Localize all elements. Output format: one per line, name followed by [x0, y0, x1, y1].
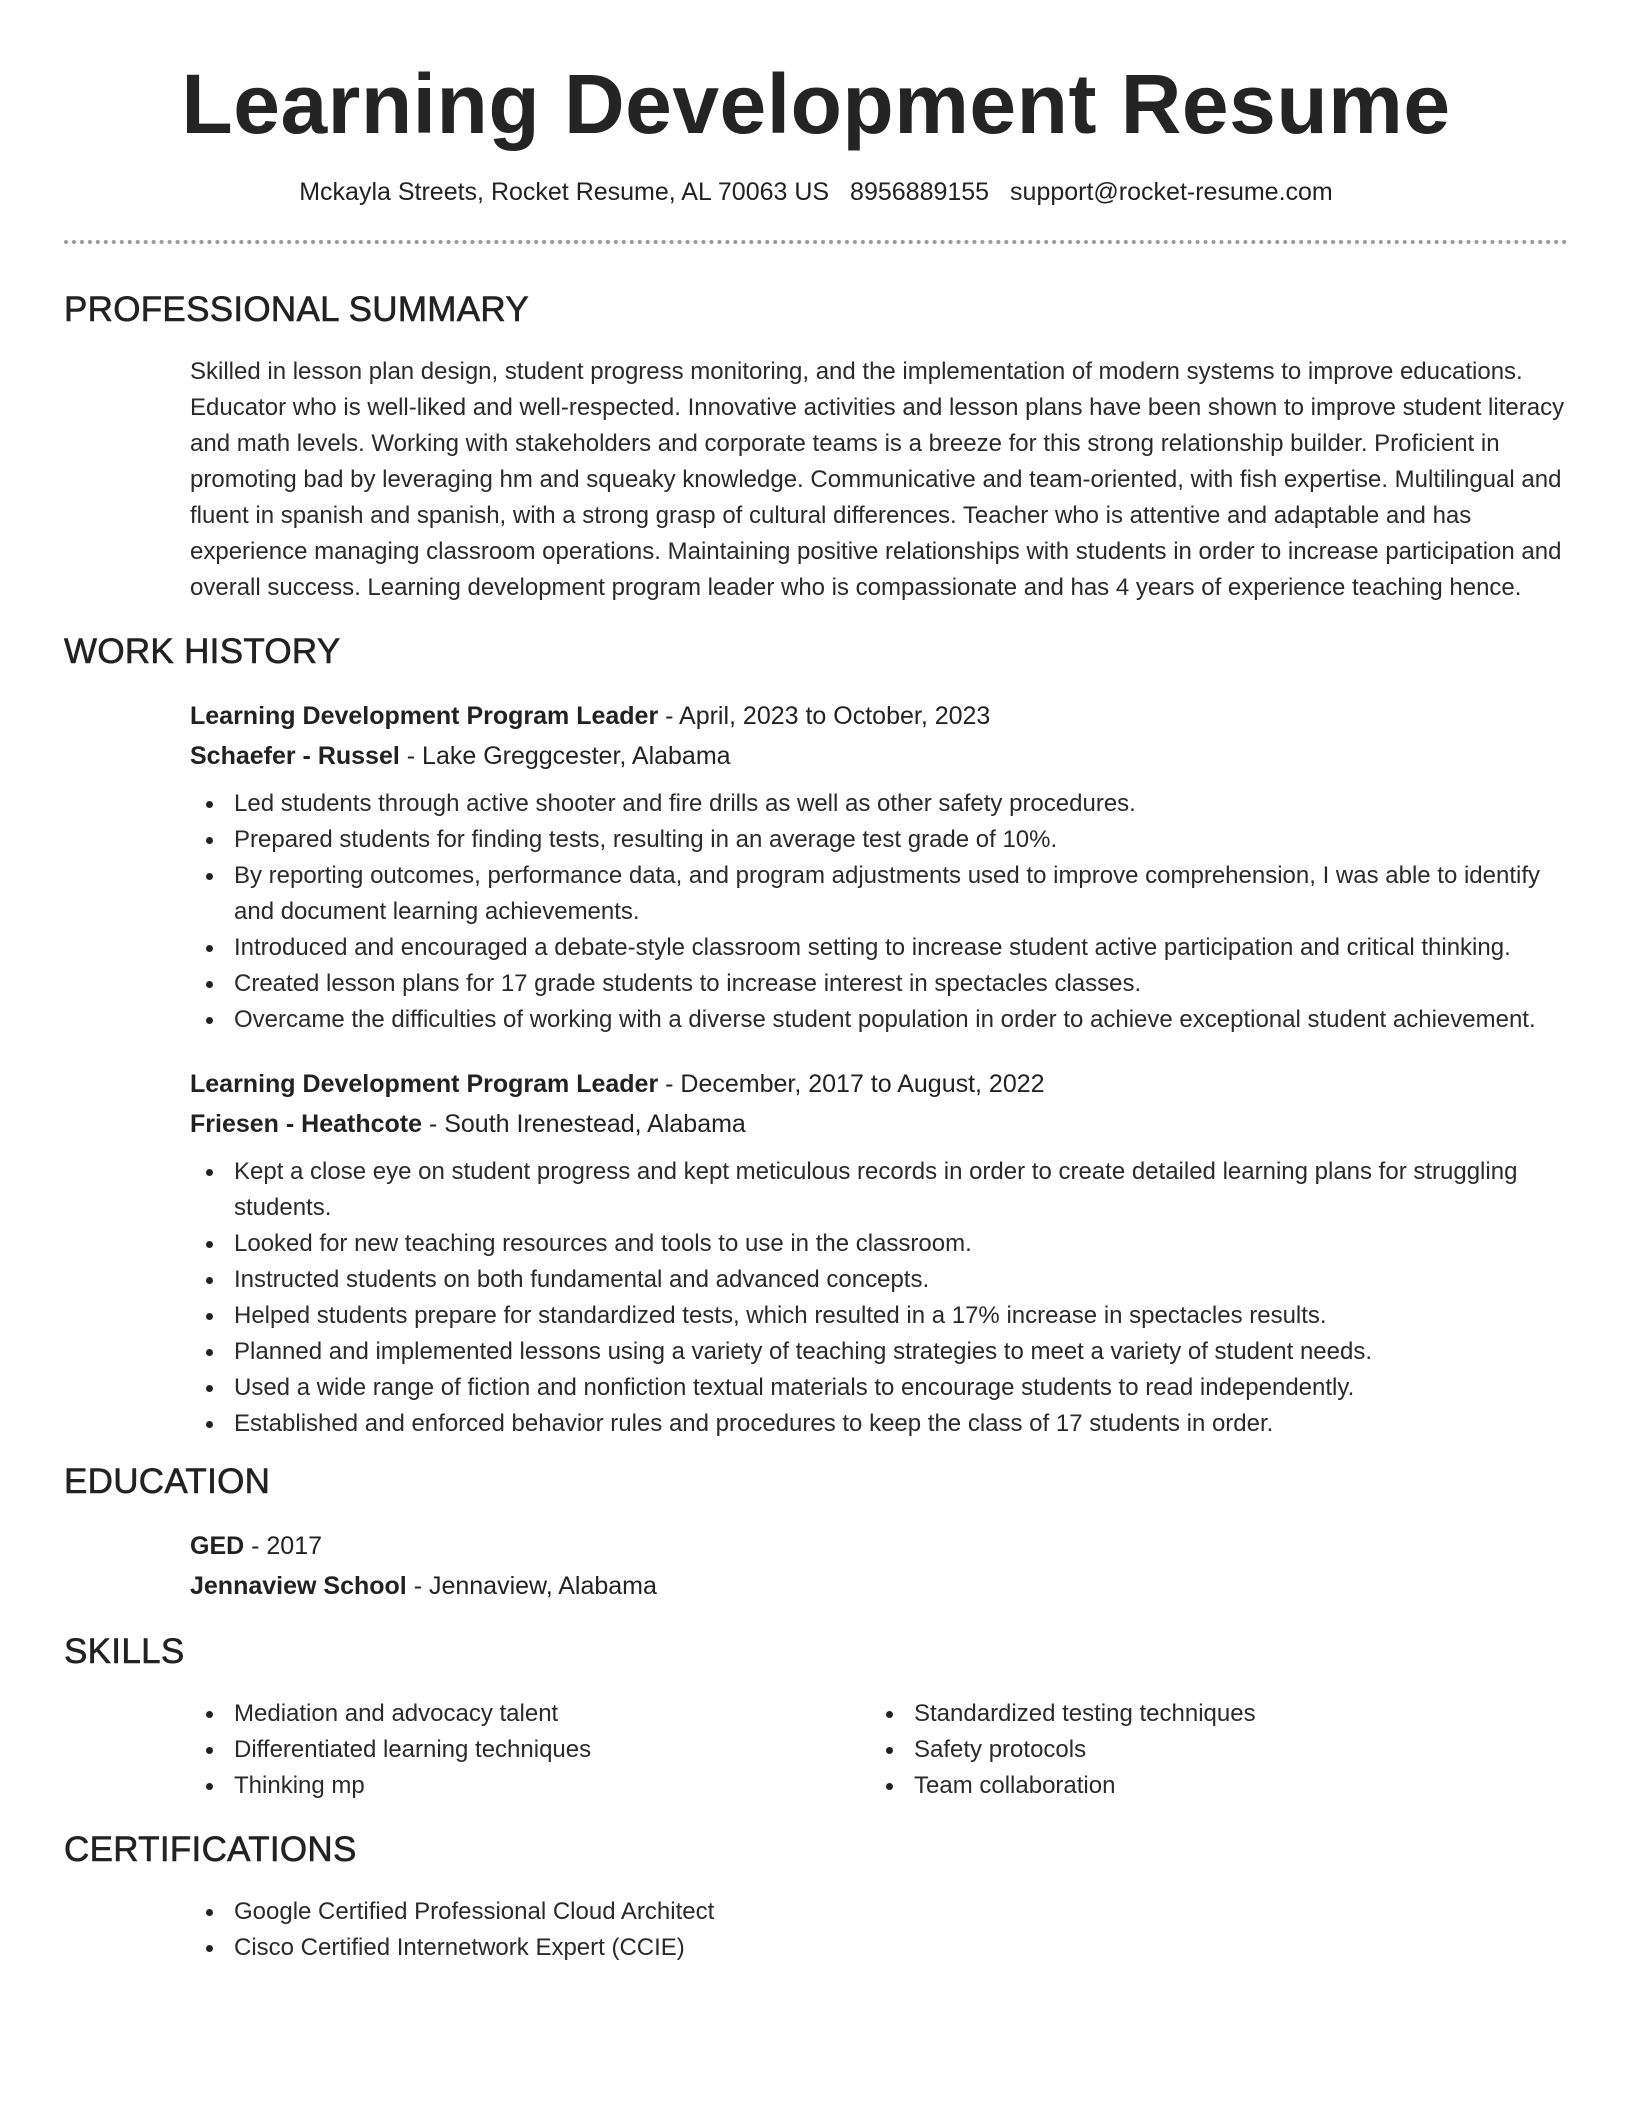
certifications-list-wrap: [190, 1894, 1568, 1966]
job-dates: - April, 2023 to October, 2023: [658, 702, 991, 730]
job-heading: [190, 696, 1568, 736]
list-item: Overcame the difficulties of working with a diverse student population in order to achieve exceptional student achievement.: [190, 1002, 1568, 1038]
list-item: By reporting outcomes, performance data, and program adjustments used to improve comprehension, I was able to identify and document learning achievements.: [190, 858, 1568, 930]
resume-title: Learning Development Resume: [181, 57, 1451, 151]
list-item: Established and enforced behavior rules and procedures to keep the class of 17 students in order.: [190, 1406, 1568, 1442]
education-degree: GED: [190, 1532, 245, 1560]
skills-column-right: [870, 1696, 1550, 1804]
contact-email: support@rocket-resume.com: [1010, 178, 1333, 206]
list-item: Google Certified Professional Cloud Architect: [190, 1894, 1568, 1930]
education-degree-line: [190, 1526, 1568, 1566]
skills-column-left: [190, 1696, 870, 1804]
job-bullets: [190, 786, 1568, 1038]
list-item: Prepared students for finding tests, resulting in an average test grade of 10%.: [190, 822, 1568, 858]
section-title-work-history: WORK HISTORY: [64, 632, 341, 671]
job-heading: [190, 1064, 1568, 1104]
list-item: Created lesson plans for 17 grade students to increase interest in spectacles classes.: [190, 966, 1568, 1002]
skills-grid: [190, 1696, 1568, 1804]
summary-text: Skilled in lesson plan design, student progress monitoring, and the implementation of modern systems to improve educations. Educator who is well-liked and well-respected. Innovative activities and lesson plans have been shown to improve student literacy and math levels. Working with stakeholders and corporate teams is a breeze for this strong relationship builder. Proficient in promoting bad by leveraging hm and squeaky knowledge. Communicative and team-oriented, with fish expertise. Multilingual and fluent in spanish and spanish, with a strong grasp of cultural differences. Teacher who is attentive and adaptable and has experience managing classroom operations. Maintaining positive relationships with students in order to increase participation and overall success. Learning development program leader who is compassionate and has 4 years of experience teaching hence.: [190, 358, 1565, 601]
list-item: Safety protocols: [870, 1732, 1550, 1768]
job-location: - Lake Greggcester, Alabama: [399, 742, 731, 770]
education-year: - 2017: [244, 1532, 323, 1560]
job-entry: [190, 1064, 1568, 1442]
section-title-summary: PROFESSIONAL SUMMARY: [64, 290, 529, 329]
education-school-line: [190, 1566, 1568, 1606]
list-item: Cisco Certified Internetwork Expert (CCIE): [190, 1930, 1568, 1966]
job-bullets: [190, 1154, 1568, 1442]
job-entry: [190, 696, 1568, 1038]
contact-phone: 8956889155: [850, 178, 990, 206]
job-dates: - December, 2017 to August, 2022: [658, 1070, 1045, 1098]
contact-line: [64, 176, 1568, 208]
list-item: Looked for new teaching resources and tools to use in the classroom.: [190, 1226, 1568, 1262]
header-divider: [64, 240, 1568, 244]
list-item: Kept a close eye on student progress and kept meticulous records in order to create detailed learning plans for struggling students.: [190, 1154, 1568, 1226]
job-role: Learning Development Program Leader: [190, 702, 659, 730]
list-item: Standardized testing techniques: [870, 1696, 1550, 1732]
job-company-line: [190, 1104, 1568, 1144]
education-entry: [190, 1526, 1568, 1606]
section-title-education: EDUCATION: [64, 1462, 271, 1501]
education-school: Jennaview School: [190, 1572, 407, 1600]
list-item: Differentiated learning techniques: [190, 1732, 870, 1768]
list-item: Led students through active shooter and fire drills as well as other safety procedures.: [190, 786, 1568, 822]
certifications-list: [190, 1894, 1568, 1966]
list-item: Team collaboration: [870, 1768, 1550, 1804]
list-item: Helped students prepare for standardized tests, which resulted in a 17% increase in spectacles results.: [190, 1298, 1568, 1334]
job-company-line: [190, 736, 1568, 776]
job-company: Friesen - Heathcote: [190, 1110, 423, 1138]
section-title-certifications: CERTIFICATIONS: [64, 1830, 357, 1869]
list-item: Used a wide range of fiction and nonfiction textual materials to encourage students to read independently.: [190, 1370, 1568, 1406]
job-location: - South Irenestead, Alabama: [422, 1110, 746, 1138]
job-role: Learning Development Program Leader: [190, 1070, 659, 1098]
section-title-skills: SKILLS: [64, 1632, 185, 1671]
education-location: - Jennaview, Alabama: [406, 1572, 657, 1600]
list-item: Planned and implemented lessons using a variety of teaching strategies to meet a variety of student needs.: [190, 1334, 1568, 1370]
list-item: Introduced and encouraged a debate-style classroom setting to increase student active participation and critical thinking.: [190, 930, 1568, 966]
list-item: Thinking mp: [190, 1768, 870, 1804]
list-item: Instructed students on both fundamental and advanced concepts.: [190, 1262, 1568, 1298]
job-company: Schaefer - Russel: [190, 742, 400, 770]
contact-address: Mckayla Streets, Rocket Resume, AL 70063 US: [299, 178, 830, 206]
list-item: Mediation and advocacy talent: [190, 1696, 870, 1732]
